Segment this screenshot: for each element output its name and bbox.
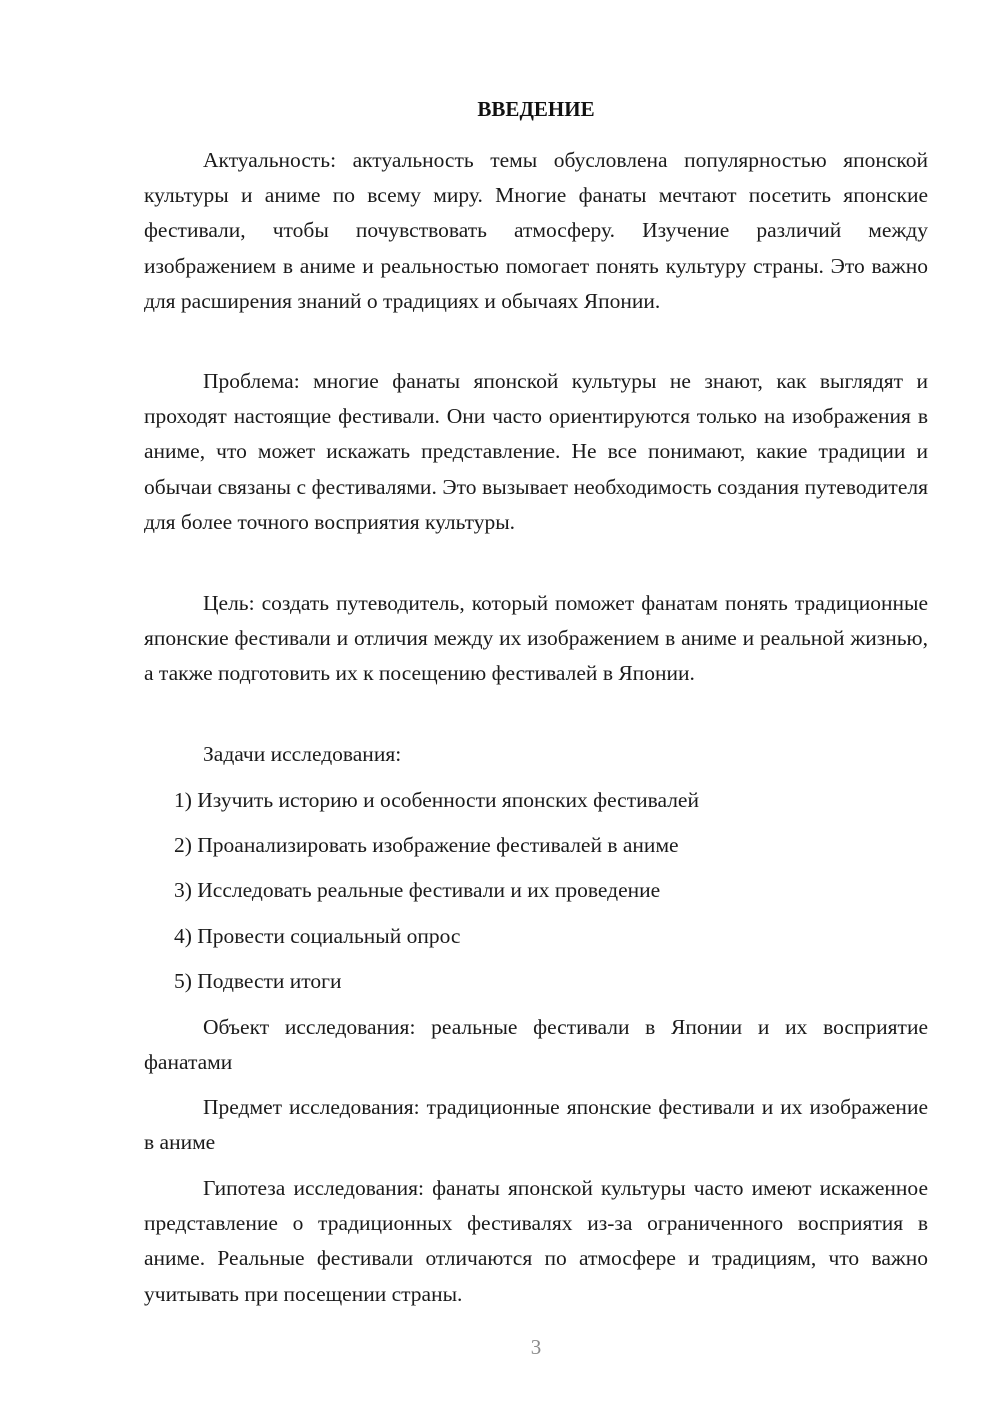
- list-item: 3) Исследовать реальные фестивали и их проведение: [174, 878, 661, 902]
- paragraph-object: Объект исследования: реальные фестивали в Японии и их восприятие фанатами: [144, 1015, 928, 1075]
- page-number: 3: [530, 1335, 542, 1359]
- list-item: 4) Провести социальный опрос: [174, 924, 461, 948]
- list-item: 1) Изучить историю и особенности японских фестивалей: [174, 788, 699, 812]
- page-title: ВВЕДЕНИЕ: [477, 97, 595, 121]
- list-item: 5) Подвести итоги: [174, 969, 342, 993]
- tasks-heading: Задачи исследования:: [203, 742, 402, 766]
- list-item: 2) Проанализировать изображение фестивалей в аниме: [174, 833, 679, 857]
- paragraph-problem: Проблема: многие фанаты японской культуры не знают, как выглядят и проходят настоящие фестивали. Они часто ориентируются только на изображения в аниме, что может искажать представление. Не все понимают, какие традиции и обычаи связаны с фестивалями. Это вызывает необходимость создания путеводителя для более точного восприятия культуры.: [144, 369, 928, 534]
- paragraph-relevance: Актуальность: актуальность темы обусловлена популярностью японской культуры и аниме по всему миру. Многие фанаты мечтают посетить японские фестивали, чтобы почувствовать атмосферу. Изучение различий между изображением в аниме и реальностью помогает понять культуру страны. Это важно для расширения знаний о традициях и обычаях Японии.: [144, 148, 928, 313]
- paragraph-hypothesis: Гипотеза исследования: фанаты японской культуры часто имеют искаженное представление о традиционных фестивалях из-за ограниченного восприятия в аниме. Реальные фестивали отличаются по атмосфере и традициям, что важно учитывать при посещении страны.: [144, 1176, 928, 1306]
- paragraph-goal: Цель: создать путеводитель, который поможет фанатам понять традиционные японские фестивали и отличия между их изображением в аниме и реальной жизнью, а также подготовить их к посещению фестивалей в Японии.: [144, 591, 928, 686]
- paragraph-subject: Предмет исследования: традиционные японские фестивали и их изображение в аниме: [144, 1095, 928, 1155]
